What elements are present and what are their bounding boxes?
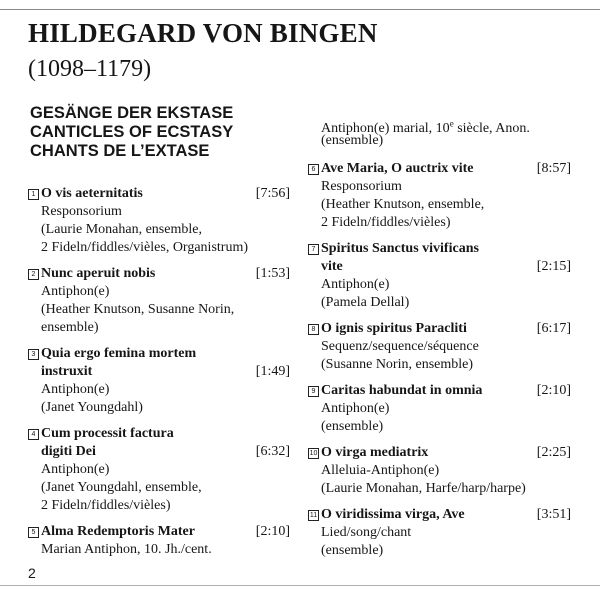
- track-number-box: 9: [308, 386, 319, 397]
- track-item: [308, 240, 571, 312]
- track-detail: Responsorium: [41, 204, 122, 219]
- track-duration: [1:49]: [255, 364, 290, 379]
- continued-detail-line: Antiphon(e) marial, 10e siècle, Anon.: [321, 118, 530, 136]
- track-detail: Alleluia-Antiphon(e): [321, 463, 440, 478]
- track-item: [28, 425, 290, 515]
- track-body: [321, 382, 571, 436]
- track-duration: [1:53]: [255, 266, 290, 281]
- track-duration: [2:25]: [536, 445, 571, 460]
- track-number-box: 10: [309, 450, 318, 457]
- composer-name: HILDEGARD VON BINGEN: [28, 18, 378, 48]
- track-body: [321, 240, 571, 312]
- track-title-line: [41, 345, 290, 363]
- track-detail: (Susanne Norin, ensemble): [321, 357, 474, 372]
- track-number-box: 11: [309, 512, 318, 519]
- track-title-line: [41, 425, 290, 443]
- track-title: Quia ergo femina mortem: [41, 346, 197, 361]
- track-detail: Antiphon(e): [41, 382, 110, 397]
- continued-track-details: [308, 114, 571, 150]
- track-title: O ignis spiritus Paracliti: [321, 321, 467, 336]
- track-title: O virga mediatrix: [321, 445, 429, 460]
- track-item: [308, 444, 571, 498]
- track-detail: Antiphon(e): [41, 462, 110, 477]
- track-detail: (Heather Knutson, Susanne Norin,: [41, 302, 235, 317]
- track-title-line: [321, 444, 571, 462]
- track-item: [28, 523, 290, 559]
- track-item: [28, 345, 290, 417]
- track-body: [321, 506, 571, 560]
- track-item: [308, 160, 571, 232]
- track-detail: ensemble): [41, 320, 99, 335]
- track-detail: 2 Fideln/fiddles/vièles): [41, 498, 171, 513]
- track-detail: Antiphon(e): [321, 277, 390, 292]
- track-title-line: [321, 382, 571, 400]
- track-detail: (Laurie Monahan, Harfe/harp/harpe): [321, 481, 526, 496]
- track-body: [41, 523, 290, 559]
- track-body: [321, 320, 571, 374]
- track-title-line: [41, 185, 290, 203]
- track-duration: [8:57]: [536, 161, 571, 176]
- track-list-right: [308, 114, 571, 568]
- track-list-left: [28, 185, 290, 567]
- composer-dates: (1098–1179): [28, 56, 152, 82]
- bottom-rule: [0, 585, 600, 586]
- track-item: [308, 382, 571, 436]
- track-item: [28, 265, 290, 337]
- track-title-line: [321, 506, 571, 524]
- track-title-line: [41, 265, 290, 283]
- track-duration: [2:10]: [255, 524, 290, 539]
- track-title: Ave Maria, O auctrix vite: [321, 161, 474, 176]
- track-number-box: 6: [308, 164, 319, 175]
- program-title-line: GESÄNGE DER EKSTASE: [30, 104, 234, 122]
- track-detail: (Janet Youngdahl, ensemble,: [41, 480, 202, 495]
- track-detail: (Janet Youngdahl): [41, 400, 143, 415]
- track-number-box: 4: [28, 429, 39, 440]
- track-title: vite: [321, 259, 343, 274]
- track-number-box: 8: [308, 324, 319, 335]
- page-number: 2: [28, 565, 36, 581]
- track-detail: Lied/song/chant: [321, 525, 412, 540]
- track-detail: (Laurie Monahan, ensemble,: [41, 222, 202, 237]
- track-item: [308, 320, 571, 374]
- track-duration: [3:51]: [536, 507, 571, 522]
- track-title-line: [321, 240, 571, 258]
- track-number-box: 2: [28, 269, 39, 280]
- track-duration: [6:17]: [536, 321, 571, 336]
- track-detail: (Pamela Dellal): [321, 295, 410, 310]
- track-title-line: [321, 320, 571, 338]
- track-detail: (ensemble): [321, 543, 384, 558]
- track-title-line: [41, 363, 290, 381]
- track-detail: 2 Fideln/fiddles/vièles, Organistrum): [41, 240, 248, 255]
- track-body: [321, 160, 571, 232]
- track-duration: [2:10]: [536, 383, 571, 398]
- track-duration: [2:15]: [536, 259, 571, 274]
- track-number-box: 1: [28, 189, 39, 200]
- track-title: digiti Dei: [41, 444, 96, 459]
- track-title-line: [41, 443, 290, 461]
- program-title-line: CANTICLES OF ECSTASY: [30, 123, 234, 141]
- track-number-box: 3: [28, 349, 39, 360]
- track-body: [41, 185, 290, 257]
- track-item: [28, 185, 290, 257]
- top-rule: [0, 9, 600, 10]
- track-body: [321, 444, 571, 498]
- track-title: instruxit: [41, 364, 93, 379]
- track-duration: [6:32]: [255, 444, 290, 459]
- track-detail: Marian Antiphon, 10. Jh./cent.: [41, 542, 212, 557]
- track-body: [41, 265, 290, 337]
- track-title: Alma Redemptoris Mater: [41, 524, 195, 539]
- track-detail: (ensemble): [321, 419, 384, 434]
- track-duration: [7:56]: [255, 186, 290, 201]
- track-detail: Antiphon(e): [321, 401, 390, 416]
- program-title-line: CHANTS DE L’EXTASE: [30, 142, 210, 160]
- track-detail: Responsorium: [321, 179, 402, 194]
- track-title: Spiritus Sanctus vivificans: [321, 241, 479, 256]
- track-title-line: [321, 258, 571, 276]
- track-title: Cum processit factura: [41, 426, 174, 441]
- track-detail: Sequenz/sequence/séquence: [321, 339, 479, 354]
- track-title: O viridissima virga, Ave: [321, 507, 465, 522]
- track-list-right-items: [308, 160, 571, 560]
- track-title: Caritas habundat in omnia: [321, 383, 483, 398]
- track-detail: Antiphon(e): [41, 284, 110, 299]
- track-body: [41, 345, 290, 417]
- track-title-line: [321, 160, 571, 178]
- track-title: O vis aeternitatis: [41, 186, 143, 201]
- track-number-box: 7: [308, 244, 319, 255]
- track-title-line: [41, 523, 290, 541]
- track-body: [41, 425, 290, 515]
- continued-detail-line: (ensemble): [321, 133, 384, 148]
- track-title: Nunc aperuit nobis: [41, 266, 156, 281]
- track-number-box: 5: [28, 527, 39, 538]
- track-detail: 2 Fideln/fiddles/vièles): [321, 215, 451, 230]
- track-detail: (Heather Knutson, ensemble,: [321, 197, 485, 212]
- track-item: [308, 506, 571, 560]
- program-title: [30, 104, 233, 161]
